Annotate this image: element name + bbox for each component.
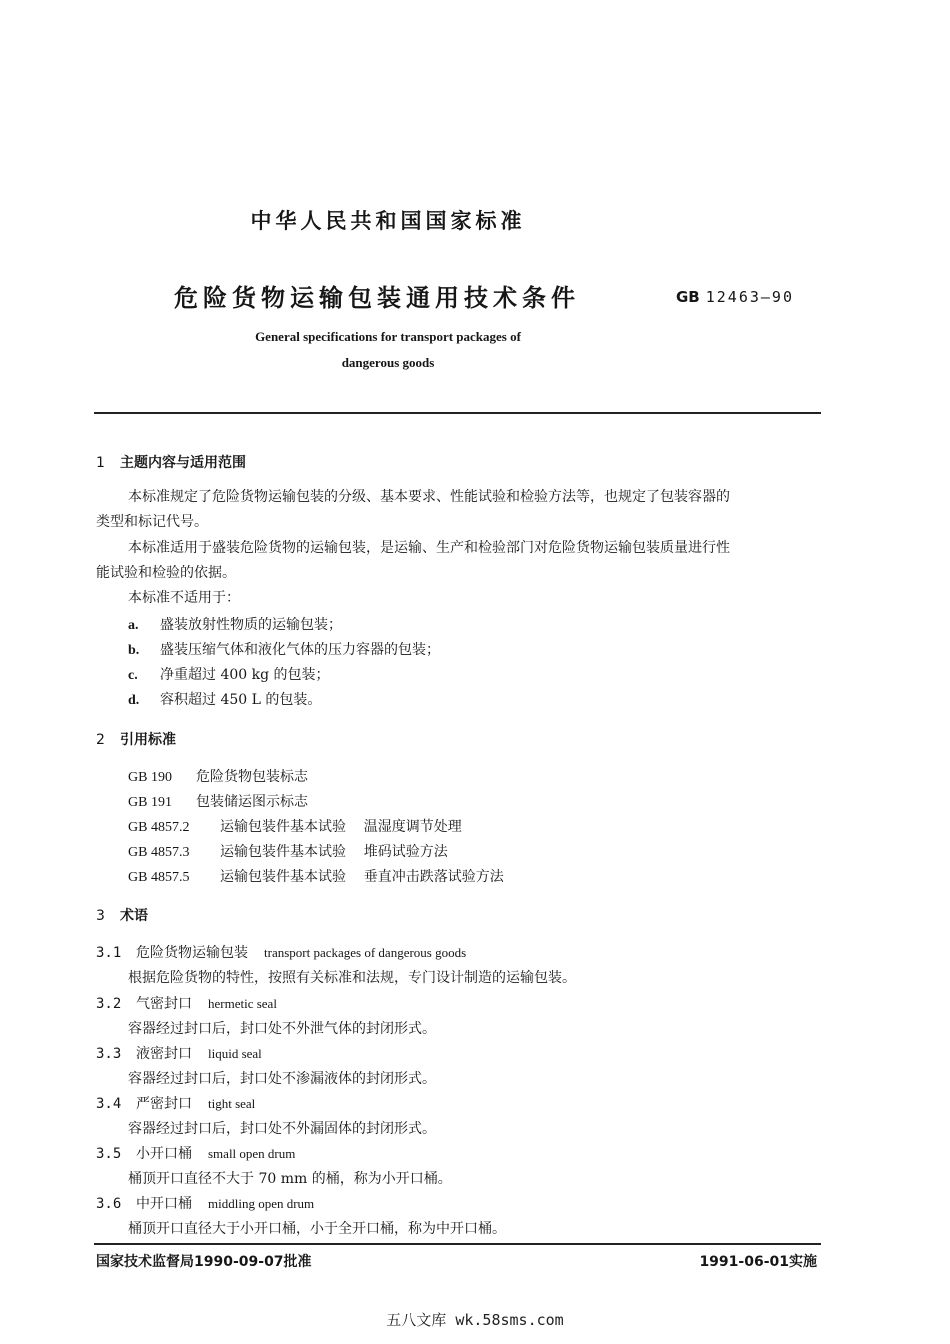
list-marker: d. — [128, 693, 140, 708]
list-text: 盛装放射性物质的运输包装； — [160, 617, 342, 633]
standard-code: 12463—90 — [705, 288, 794, 306]
term-entry — [96, 942, 466, 962]
section-number: 1 — [96, 455, 105, 471]
term-entry — [96, 1043, 262, 1063]
header-rule — [94, 412, 821, 414]
term-english: small open drum — [208, 1146, 296, 1161]
term-chinese: 气密封口 — [136, 996, 192, 1012]
reference-item — [128, 791, 308, 811]
section-2-heading — [96, 729, 176, 749]
term-english: hermetic seal — [208, 996, 277, 1011]
term-english: transport packages of dangerous goods — [264, 945, 467, 960]
national-standard-heading: 中华人民共和国国家标准 — [250, 209, 526, 233]
english-title-line2: dangerous goods — [341, 355, 435, 370]
term-number: 3.1 — [96, 945, 122, 961]
term-number: 3.5 — [96, 1146, 122, 1162]
term-entry — [96, 1093, 255, 1113]
reference-title: 运输包装件基本试验 堆码试验方法 — [220, 844, 448, 860]
reference-title: 运输包装件基本试验 温湿度调节处理 — [220, 819, 462, 835]
list-marker: a. — [128, 618, 139, 633]
list-item — [128, 664, 330, 684]
section-title: 主题内容与适用范围 — [120, 455, 246, 471]
paragraph: 本标准规定了危险货物运输包装的分级、基本要求、性能试验和检验方法等，也规定了包装容器的 — [128, 489, 730, 505]
term-chinese: 危险货物运输包装 — [136, 945, 248, 961]
reference-code: GB 4857.3 — [128, 845, 190, 860]
list-item — [128, 614, 342, 634]
reference-code: GB 4857.5 — [128, 870, 190, 885]
term-definition: 容器经过封口后，封口处不渗漏液体的封闭形式。 — [128, 1071, 436, 1087]
section-title: 术语 — [120, 908, 148, 924]
reference-code: GB 191 — [128, 795, 172, 810]
reference-item — [128, 816, 462, 836]
section-title: 引用标准 — [120, 732, 176, 748]
term-definition: 桶顶开口直径大于小开口桶，小于全开口桶，称为中开口桶。 — [128, 1221, 506, 1237]
term-definition: 桶顶开口直径不大于 70 mm 的桶，称为小开口桶。 — [128, 1171, 452, 1187]
reference-title: 运输包装件基本试验 垂直冲击跌落试验方法 — [220, 869, 504, 885]
term-english: tight seal — [208, 1096, 256, 1111]
term-chinese: 严密封口 — [136, 1096, 192, 1112]
reference-item — [128, 766, 308, 786]
paragraph: 本标准适用于盛装危险货物的运输包装，是运输、生产和检验部门对危险货物运输包装质量进行性 — [128, 540, 730, 556]
term-chinese: 中开口桶 — [136, 1196, 192, 1212]
standard-prefix: GB — [676, 288, 700, 306]
reference-title: 危险货物包装标志 — [196, 769, 308, 785]
term-definition: 容器经过封口后，封口处不外漏固体的封闭形式。 — [128, 1121, 436, 1137]
reference-title: 包装储运图示标志 — [196, 794, 308, 810]
effective-date: 1991-06-01实施 — [699, 1254, 817, 1270]
term-number: 3.2 — [96, 996, 122, 1012]
list-marker: c. — [128, 668, 138, 683]
approval-statement: 国家技术监督局1990-09-07批准 — [96, 1254, 312, 1270]
document-title: 危险货物运输包装通用技术条件 — [174, 284, 580, 312]
english-title-line1: General specifications for transport packages of — [255, 329, 521, 344]
term-entry — [96, 993, 277, 1013]
list-item — [128, 639, 440, 659]
term-definition: 根据危险货物的特性，按照有关标准和法规，专门设计制造的运输包装。 — [128, 970, 576, 986]
term-entry — [96, 1143, 295, 1163]
paragraph: 类型和标记代号。 — [96, 514, 208, 530]
reference-code: GB 190 — [128, 770, 172, 785]
standard-number — [676, 288, 794, 306]
reference-item — [128, 866, 504, 886]
reference-code: GB 4857.2 — [128, 820, 190, 835]
section-number: 3 — [96, 908, 105, 924]
reference-item — [128, 841, 448, 861]
list-text: 净重超过 400 kg 的包装； — [160, 667, 330, 683]
list-text: 容积超过 450 L 的包装。 — [160, 692, 322, 708]
term-english: liquid seal — [208, 1046, 262, 1061]
list-text: 盛装压缩气体和液化气体的压力容器的包装； — [160, 642, 440, 658]
paragraph: 本标准不适用于： — [128, 590, 240, 606]
section-number: 2 — [96, 732, 105, 748]
section-1-heading — [96, 452, 246, 472]
term-english: middling open drum — [208, 1196, 315, 1211]
footer-rule — [94, 1243, 821, 1245]
list-marker: b. — [128, 643, 140, 658]
term-number: 3.4 — [96, 1096, 122, 1112]
section-3-heading — [96, 905, 148, 925]
term-chinese: 液密封口 — [136, 1046, 192, 1062]
term-definition: 容器经过封口后，封口处不外泄气体的封闭形式。 — [128, 1021, 436, 1037]
term-number: 3.6 — [96, 1196, 122, 1212]
term-number: 3.3 — [96, 1046, 122, 1062]
term-chinese: 小开口桶 — [136, 1146, 192, 1162]
list-item — [128, 689, 321, 709]
term-entry — [96, 1193, 314, 1213]
watermark-text: 五八文库 wk.58sms.com — [386, 1311, 564, 1329]
paragraph: 能试验和检验的依据。 — [96, 565, 236, 581]
